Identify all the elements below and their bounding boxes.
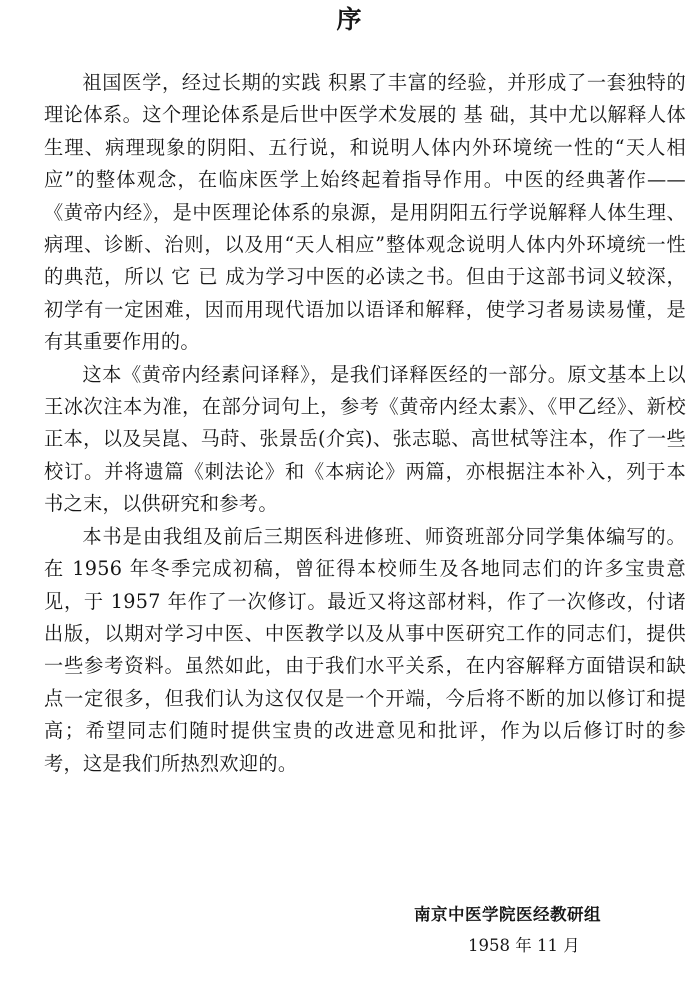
paragraph-2: 这本《黄帝内经素问译释》，是我们译释医经的一部分。原文基本上以王冰次注本为准，在部分词句上，参考《黄帝内经太素》、《甲乙经》、新校正本，以及吴崑、马莳、张景岳(介宾)、张志聪、高世栻等注本，作了一些校订。并将遗篇《刺法论》和《本病论》两篇，亦根据注本补入，列于本书之末，以供研究和参考。: [44, 362, 686, 516]
paragraph-3: 本书是由我组及前后三期医科进修班、师资班部分同学集体编写的。在 1956 年冬季完成初稿，曾征得本校师生及各地同志们的许多宝贵意见，于 1957 年作了一次修订。最近又将这部材料，作了一次修改，付诸出版，以期对学习中医、中医教学以及从事中医研究工作的同志们，提供一些参考资料。虽然如此，由于我们水平关系，在内容解释方面错误和缺点一定很多，但我们认为这仅仅是一个开端，今后将不断的加以修订和提高；希望同志们随时提供宝贵的改进意见和批评，作为以后修订时的参考，这是我们所热烈欢迎的。: [44, 524, 686, 775]
publication-date: 1958 年 11 月: [468, 936, 580, 955]
paragraph-1: 祖国医学，经过长期的实践 积累了丰富的经验，并形成了一套独特的理论体系。这个理论体系是后世中医学术发展的 基 础，其中尤以解释人体生理、病理现象的阴阳、五行说，和说明人体内外环境统一性的“天人相应”的整体观念，在临床医学上始终起着指导作用。中医的经典著作——《黄帝内经》，是中医理论体系的泉源，是用阴阳五行学说解释人体生理、病理、诊断、治则，以及用“天人相应”整体观念说明人体内外环境统一性的典范，所以 它 已 成为学习中医的必读之书。但由于这部书词义较深，初学有一定困难，因而用现代语加以语译和解释，使学习者易读易懂，是有其重要作用的。: [44, 71, 686, 354]
author-organization: 南京中医学院医经教研组: [414, 905, 601, 924]
page-title: 序: [336, 5, 364, 34]
preface-body: [44, 67, 686, 780]
signature-block: [360, 902, 640, 960]
